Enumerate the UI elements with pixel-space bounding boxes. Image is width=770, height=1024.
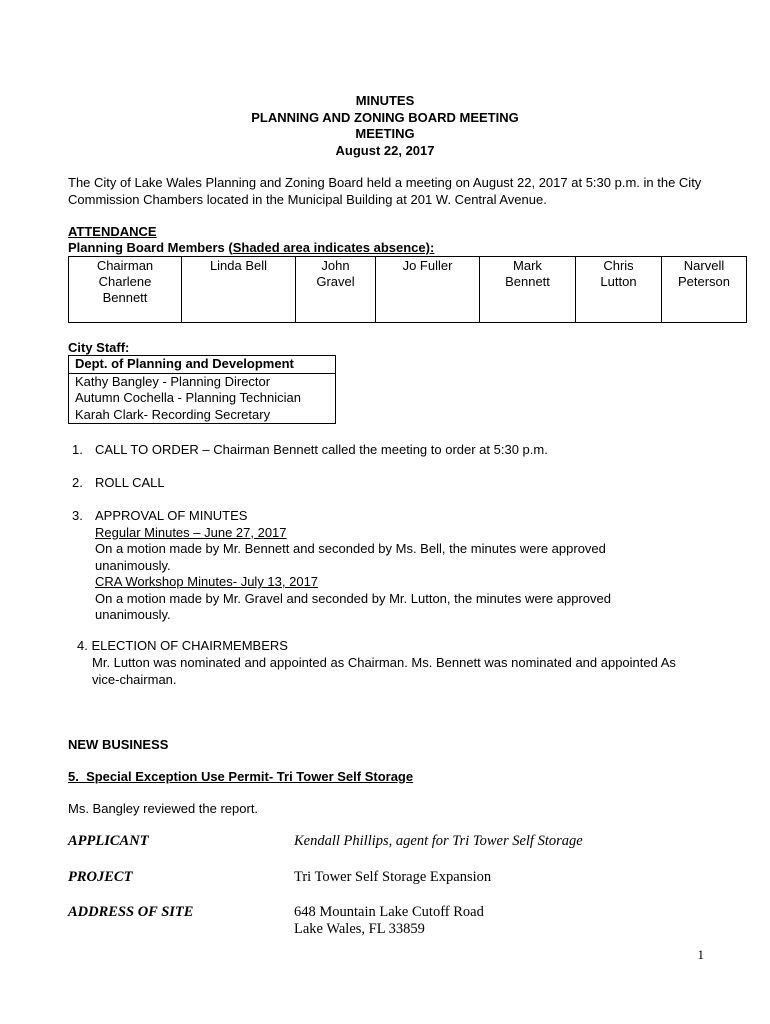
city-staff-label: City Staff: (68, 340, 130, 355)
project-value: Tri Tower Self Storage Expansion (294, 869, 492, 885)
applicant-value: Kendall Phillips, agent for Tri Tower Self Storage (294, 833, 583, 849)
table-row (69, 356, 336, 374)
attendance-heading: ATTENDANCE (68, 224, 157, 239)
item-4-title: 4. ELECTION OF CHAIRMEMBERS (77, 638, 288, 653)
address-label: ADDRESS OF SITE (68, 904, 194, 920)
intro-paragraph: The City of Lake Wales Planning and Zoning Board held a meeting on August 22, 2017 at 5:30 p.m. in the City Commission Chambers located in the Municipal Building at 201 W. Central Avenue. (68, 175, 702, 207)
member-name: Gravel (316, 274, 355, 289)
regular-minutes-heading: Regular Minutes – June 27, 2017 (95, 524, 287, 540)
member-name: Narvell (683, 258, 725, 273)
page-number: 1 (697, 947, 704, 962)
item-1-number: 1. (72, 442, 83, 457)
member-name: Lutton (600, 274, 637, 289)
title-line-minutes: MINUTES (355, 93, 415, 108)
item-3-number: 3. (72, 508, 83, 523)
member-name: Bennett (505, 274, 550, 289)
address-value (294, 904, 484, 938)
member-cell (376, 257, 480, 323)
city-staff-table (68, 355, 336, 424)
document-title (0, 93, 770, 159)
table-row (69, 257, 747, 323)
member-name: Charlene (98, 274, 152, 289)
cra-workshop-motion: On a motion made by Mr. Gravel and seconded by Mr. Lutton, the minutes were approved unanimously. (95, 590, 611, 622)
board-members-table (68, 256, 747, 323)
member-name: Linda Bell (209, 258, 268, 273)
item-5-special-exception: 5. Special Exception Use Permit- Tri Tower Self Storage (68, 769, 414, 784)
staff-member: Autumn Cochella - Planning Technician (75, 390, 301, 405)
item-2-number: 2. (72, 475, 83, 490)
applicant-label: APPLICANT (68, 833, 149, 849)
staff-list (69, 373, 336, 424)
item-3-approval-of-minutes (95, 508, 655, 624)
meeting-date: August 22, 2017 (335, 142, 435, 158)
staff-member: Karah Clark- Recording Secretary (75, 406, 271, 422)
absence-note: Shaded area indicates absence): (232, 240, 435, 255)
table-row (69, 373, 336, 424)
board-members-label (68, 240, 434, 256)
member-name: Chairman (96, 258, 154, 273)
item-3-title: APPROVAL OF MINUTES (95, 508, 248, 523)
item-4-election-text: Mr. Lutton was nominated and appointed as Chairman. Ms. Bennett was nominated and appointed As vice-chairman. (92, 655, 676, 687)
staff-department-header: Dept. of Planning and Development (69, 356, 336, 374)
member-name: Peterson (677, 274, 731, 289)
member-name: Jo Fuller (402, 258, 453, 273)
item-1-call-to-order: CALL TO ORDER – Chairman Bennett called the meeting to order at 5:30 p.m. (95, 442, 548, 457)
member-name: Mark (513, 258, 542, 273)
member-cell (576, 257, 662, 323)
board-members-label-text: Planning Board Members ( (68, 240, 233, 255)
member-name: Chris (603, 258, 634, 273)
project-label: PROJECT (68, 869, 133, 885)
reviewed-report-text: Ms. Bangley reviewed the report. (68, 801, 259, 816)
new-business-heading: NEW BUSINESS (68, 737, 169, 752)
member-cell (182, 257, 296, 323)
member-name: John (321, 258, 350, 273)
member-cell (69, 257, 182, 323)
title-line-meeting: MEETING (355, 126, 415, 141)
member-cell (480, 257, 576, 323)
address-line-1: 648 Mountain Lake Cutoff Road (294, 904, 484, 920)
staff-member: Kathy Bangley - Planning Director (75, 373, 271, 389)
member-name: Bennett (102, 290, 148, 305)
item-2-roll-call: ROLL CALL (95, 475, 165, 490)
title-line-board: PLANNING AND ZONING BOARD MEETING (251, 109, 519, 125)
address-line-2: Lake Wales, FL 33859 (294, 921, 425, 937)
cra-workshop-minutes-heading: CRA Workshop Minutes- July 13, 2017 (95, 574, 319, 589)
member-cell (662, 257, 747, 323)
regular-minutes-motion: On a motion made by Mr. Bennett and seconded by Ms. Bell, the minutes were approved unanimously. (95, 541, 606, 573)
member-cell (296, 257, 376, 323)
